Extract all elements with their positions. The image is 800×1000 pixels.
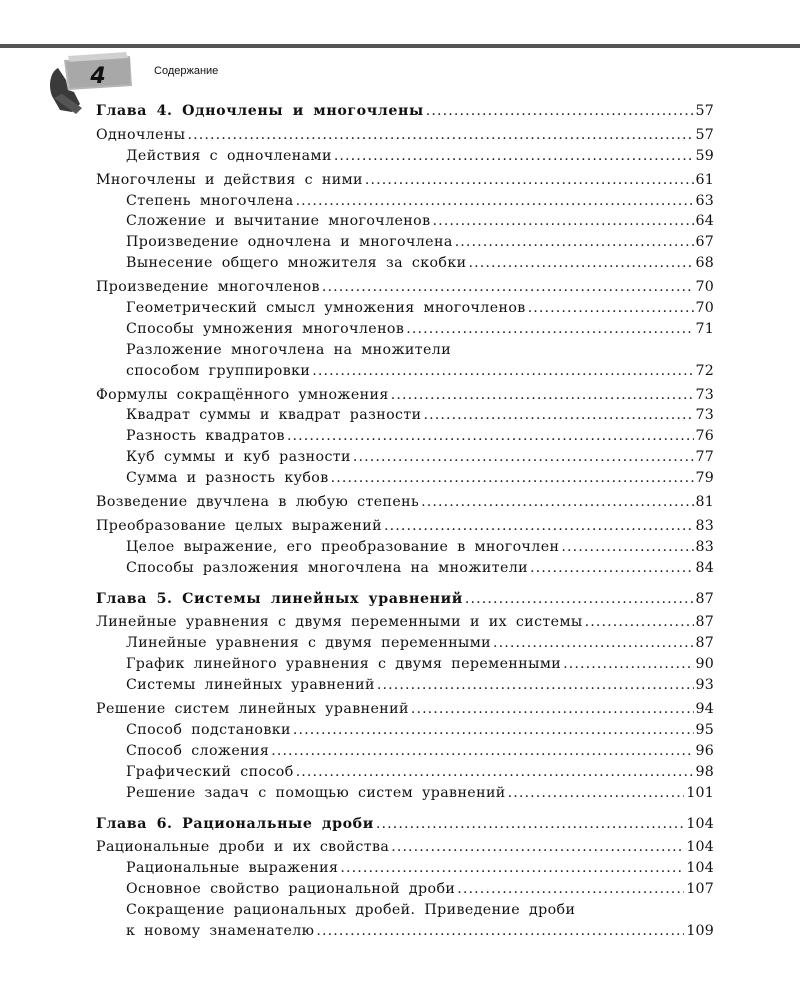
toc-chapter-row [96,814,714,835]
toc-page-number: 63 [695,192,714,209]
dot-leader [384,516,694,537]
toc-page-number: 76 [695,428,714,445]
dot-leader [528,298,694,319]
dot-leader [455,232,694,253]
toc-entry-title: способом группировки [126,362,311,379]
toc-page-number: 104 [686,839,714,856]
toc-section-row [96,516,714,537]
dot-leader [312,361,693,382]
dot-leader [585,612,694,633]
toc-entry-title: Преобразование целых выражений [96,517,382,534]
toc-entry-title: Действия с одночленами [126,147,332,164]
toc-page-number: 68 [695,255,714,272]
toc-entry-title: Произведение одночлена и многочлена [126,234,453,251]
toc-entry-title: Решение задач с помощью систем уравнений [126,784,506,801]
toc-entry-title: Основное свойство рациональной дроби [126,881,456,898]
toc-subsection-row [96,340,714,361]
dot-leader [377,675,694,696]
toc-page-number: 57 [695,103,714,119]
dot-leader [421,492,693,513]
toc-entry-title: Линейные уравнения с двумя переменными и их системы [96,614,583,631]
toc-entry-title: Геометрический смысл умножения многочленов [126,300,526,317]
dot-leader [411,699,694,720]
toc-page-number: 94 [695,701,714,718]
toc-section-row [96,492,714,513]
dot-leader [353,447,694,468]
toc-entry-title: Формулы сокращённого умножения [96,386,389,403]
toc-page-number: 79 [695,470,714,487]
dot-leader [365,170,694,191]
dot-leader [508,783,685,804]
toc-entry-title: Степень многочлена [126,192,294,209]
running-header: Содержание [154,65,219,77]
toc-entry-title: Разложение многочлена на множители [126,341,452,358]
toc-page-number: 77 [695,449,714,466]
toc-subsection-row [96,900,714,921]
toc-page-number: 109 [686,922,714,939]
dot-leader [334,146,694,167]
toc-page-number: 95 [695,721,714,738]
toc-page-number: 96 [695,742,714,759]
toc-entry-title: Способы умножения многочленов [126,320,405,337]
toc-subsection-row [96,405,714,426]
dot-leader [296,762,694,783]
toc-page-number: 98 [695,763,714,780]
toc-entry-title: Системы линейных уравнений [126,677,375,694]
toc-subsection-row [96,426,714,447]
toc-entry-title: Графический способ [126,763,294,780]
toc-page-number: 73 [695,407,714,424]
dot-leader [406,319,693,340]
toc-entry-title: Рациональные дроби и их свойства [96,839,390,856]
toc-entry-title: Глава 6. Рациональные дроби [96,815,374,832]
toc-subsection-row [96,537,714,558]
toc-subsection-row [96,675,714,696]
toc-entry-title: Целое выражение, его преобразование в многочлен [126,538,560,555]
toc-entry-title: Сокращение рациональных дробей. Приведение дроби [126,902,576,919]
toc-section-row [96,699,714,720]
toc-subsection-row [96,447,714,468]
dot-leader [465,589,694,610]
toc-subsection-row [96,146,714,167]
toc-entry-title: Глава 5. Системы линейных уравнений [96,590,463,607]
toc-page-number: 83 [695,517,714,534]
toc-page-number: 90 [695,656,714,673]
toc-page-number: 104 [686,815,714,832]
toc-subsection-row [96,298,714,319]
toc-entry-title: Решение систем линейных уравнений [96,701,409,718]
toc-subsection-row [96,468,714,489]
toc-page-number: 64 [695,213,714,230]
toc-section-row [96,385,714,406]
toc-entry-title: Сложение и вычитание многочленов [126,213,431,230]
toc-section-row [96,277,714,298]
dot-leader [271,741,693,762]
toc-chapter-row [96,589,714,610]
dot-leader [493,633,694,654]
toc-subsection-row [96,191,714,212]
toc-entry-title: Произведение многочленов [96,279,320,296]
toc-entry-title: Квадрат суммы и квадрат разности [126,407,422,424]
dot-leader [457,879,684,900]
toc-page-number: 59 [695,147,714,164]
dot-leader [561,537,693,558]
toc-page-number: 93 [695,677,714,694]
toc-entry-title: Одночлены [96,126,186,143]
toc-entry-title: Линейные уравнения с двумя переменными [126,635,492,652]
toc-entry-title: Сумма и разность кубов [126,470,329,487]
toc-page-number: 70 [695,279,714,296]
dot-leader [563,654,693,675]
toc-entry-title: Способ подстановки [126,721,291,738]
toc-entry-title: Многочлены и действия с ними [96,171,363,188]
toc-page-number: 61 [695,171,714,188]
dot-leader [391,385,694,406]
toc-subsection-row [96,783,714,804]
toc-entry-title: Способы разложения многочлена на множители [126,559,529,576]
toc-entry-title: Куб суммы и куб разности [126,449,351,466]
toc-page-number: 57 [695,126,714,143]
dot-leader [340,858,684,879]
toc-entry-title: Рациональные выражения [126,860,339,877]
toc-entry-title: Разность квадратов [126,428,285,445]
toc-entry-title: Способ сложения [126,742,270,759]
toc-subsection-row [96,361,714,382]
toc-section-row [96,612,714,633]
toc-page-number: 84 [695,559,714,576]
toc-subsection-row [96,921,714,942]
dot-leader [296,191,694,212]
dot-leader [322,277,694,298]
toc-entry-title: График линейного уравнения с двумя переменными [126,656,562,673]
toc-entry-title: Глава 4. Одночлены и многочлены [96,103,424,119]
dot-leader [293,720,694,741]
dot-leader [530,558,694,579]
toc-page-number: 70 [695,300,714,317]
toc-subsection-row [96,253,714,274]
toc-subsection-row [96,211,714,232]
toc-page-number: 67 [695,234,714,251]
toc-subsection-row [96,762,714,783]
toc-page-number: 71 [695,320,714,337]
toc-page-number: 107 [686,881,714,898]
dot-leader [316,921,684,942]
dot-leader [468,253,693,274]
toc-subsection-row [96,858,714,879]
toc-page-number: 81 [695,494,714,511]
toc-page-number: 87 [695,590,714,607]
toc-section-row [96,837,714,858]
toc-subsection-row [96,879,714,900]
dot-leader [287,426,694,447]
dot-leader [391,837,684,858]
dot-leader [376,814,684,835]
toc-chapter-row [96,101,714,122]
toc-page-number: 87 [695,614,714,631]
toc-entry-title: Вынесение общего множителя за скобки [126,255,467,272]
toc-subsection-row [96,741,714,762]
dot-leader [188,125,694,146]
page-number: 4 [90,64,106,89]
dot-leader [426,101,694,122]
toc-subsection-row [96,558,714,579]
toc-entry-title: к новому знаменателю [126,922,315,939]
toc-section-row [96,170,714,191]
toc-page-number: 87 [695,635,714,652]
table-of-contents [96,101,714,942]
toc-page-number: 83 [695,538,714,555]
toc-subsection-row [96,232,714,253]
toc-page-number: 73 [695,386,714,403]
toc-entry-title: Возведение двучлена в любую степень [96,494,420,511]
dot-leader [423,405,693,426]
toc-page-number: 104 [686,860,714,877]
toc-subsection-row [96,720,714,741]
toc-page-number: 101 [686,784,714,801]
toc-subsection-row [96,654,714,675]
dot-leader [432,211,693,232]
toc-section-row [96,125,714,146]
toc-subsection-row [96,633,714,654]
toc-subsection-row [96,319,714,340]
dot-leader [331,468,694,489]
toc-page-number: 72 [695,362,714,379]
